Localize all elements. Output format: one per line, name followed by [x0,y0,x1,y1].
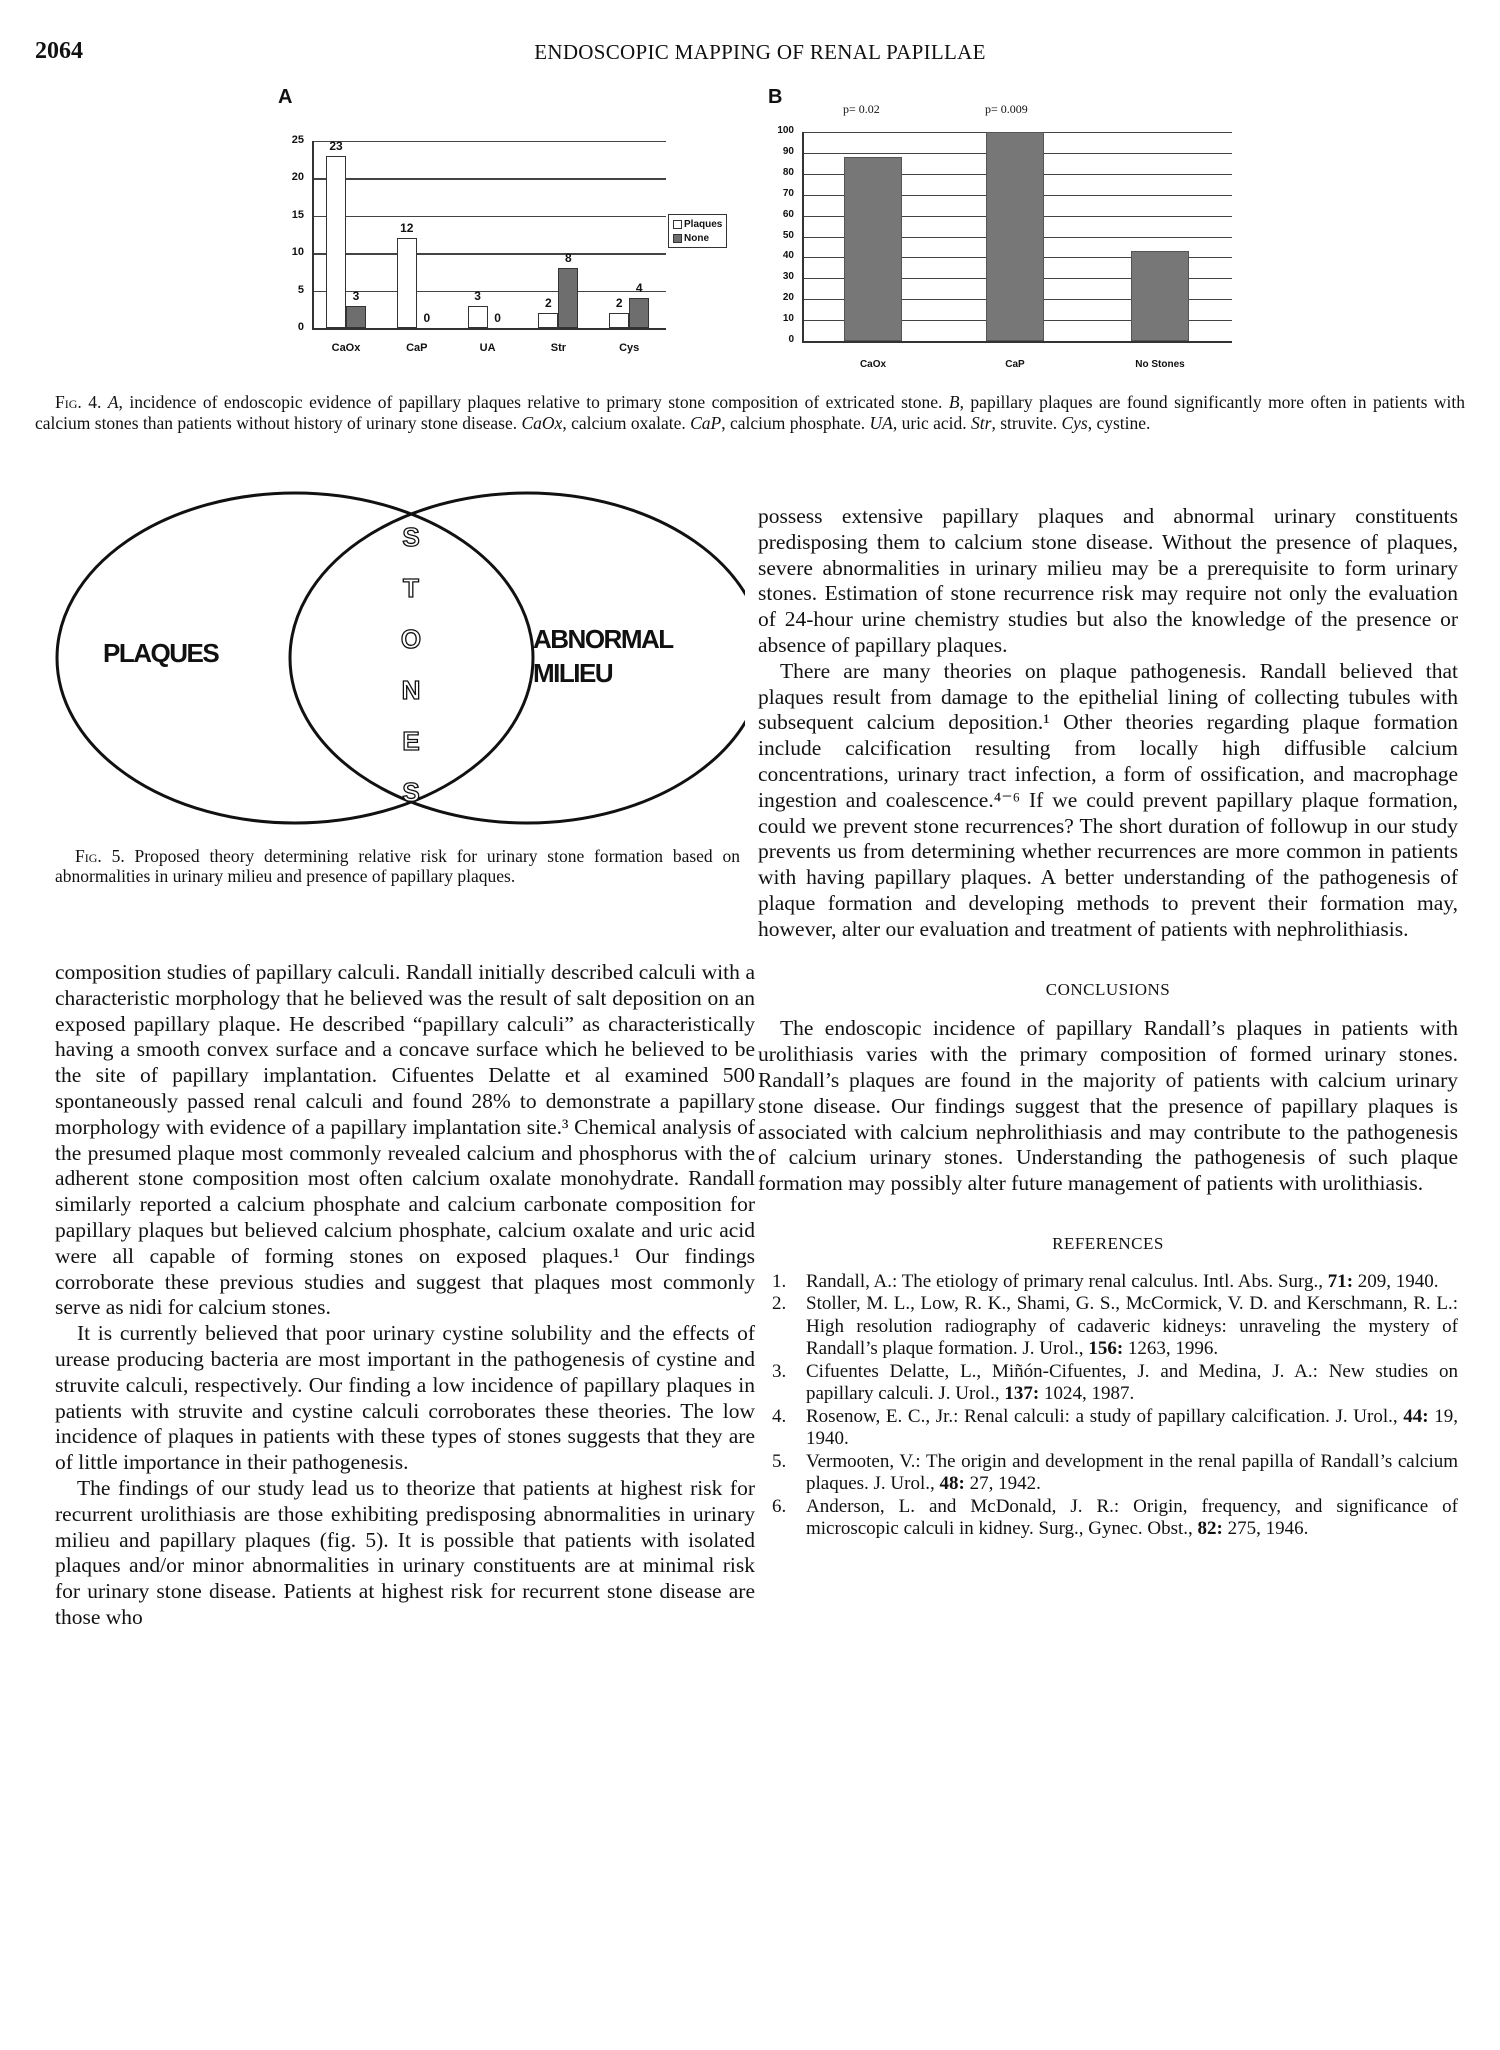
figure-5-caption-text: Proposed theory determining relative risk for urinary stone formation based on abnormalities in urinary milieu and presence of papillary plaques. [55,846,740,886]
caption-text: , uric acid. [892,413,972,433]
y-tick-label: 50 [782,229,794,241]
figure-4b-bar-chart [0,0,1500,380]
x-category-label: UA [479,342,496,354]
y-tick-label: 20 [782,292,794,304]
reference-pages: 275, 1946. [1222,1518,1309,1540]
reference-text: Stoller, M. L., Low, R. K., Shami, G. S., McCormick, V. D. and Kerschmann, R. L.: High resolution radiography of cadaveric kidneys: unraveling the mystery of Randall’s plaque formation. J. Urol., [806,1293,1458,1360]
data-label: 0 [494,311,501,325]
data-label: 8 [565,251,572,265]
reference-pages: 1024, 1987. [1039,1383,1135,1405]
body-paragraph: The findings of our study lead us to theorize that patients at highest risk for recurrent urolithiasis are those exhibiting predisposing abnormalities in urinary milieu and papillary plaques (fig. 5). It is possible that patients with isolated plaques and/or minor abnormalities in urinary constituents are at minimal risk for urinary stone disease. Patients at highest risk for recurrent stone disease are those who [55,1475,755,1629]
caption-text: , calcium oxalate. [562,413,691,433]
conclusions-heading: CONCLUSIONS [1045,979,1171,999]
reference-volume: 48: [939,1473,965,1495]
y-tick-label: 15 [291,208,304,221]
reference-volume: 44: [1403,1405,1429,1427]
reference-text: Cifuentes Delatte, L., Miñón-Cifuentes, J. and Medina, J. A.: New studies on papillary calculi. J. Urol., [806,1360,1458,1405]
figure-4-caption [35,392,1465,434]
stones-letter: O [400,624,422,654]
conclusions-paragraph: The endoscopic incidence of papillary Randall’s plaques in patients with urolithiasis varies with the primary composition of formed urinary stones. Randall’s plaques are found in the majority of patients with calcium urinary stone disease. Our findings suggest that the presence of papillary plaques is associated with calcium nephrolithiasis and may contribute to the pathogenesis of calcium urinary stones. Understanding the pathogenesis of such plaque formation may possibly alter future management of patients with urolithiasis. [758,1016,1458,1196]
caption-abbrev: Str [971,413,992,433]
p-value-annotation: p= 0.02 [843,102,880,116]
reference-volume: 156: [1088,1338,1124,1360]
caption-text: , calcium phosphate. [721,413,870,433]
reference-volume: 82: [1197,1518,1223,1540]
caption-text: , struvite. [991,413,1062,433]
caption-abbrev: CaOx [521,413,563,433]
data-label: 2 [615,296,623,310]
y-tick-label: 0 [788,334,794,345]
reference-pages: 27, 1942. [964,1473,1041,1495]
bar-caox [844,157,902,341]
reference-number: 3. [772,1360,787,1382]
stones-letter: N [401,675,421,705]
y-tick-label: 20 [291,171,304,183]
reference-number: 6. [772,1495,787,1517]
caption-indent [35,392,55,412]
y-tick-label: 100 [777,125,794,136]
reference-number: 1. [772,1270,787,1292]
reference-number: 4. [772,1405,787,1427]
caption-abbrev: B [948,392,960,412]
reference-pages: 209, 1940. [1353,1270,1439,1292]
left-column-body [55,960,755,1631]
p-value-annotation: p= 0.009 [985,102,1028,116]
body-paragraph: possess extensive papillary plaques and abnormal urinary constituents predisposing them to calcium stone disease. Without the presence of plaques, severe abnormalities in urinary milieu may be a prerequisite to form urinary stones. Estimation of stone recurrence risk may require not only the evaluation of 24-hour urine chemistry studies but also the knowledge of the presence or absence of papillary plaques. [758,504,1458,657]
reference-number: 2. [772,1293,787,1315]
references-list [758,1271,1458,1541]
stones-letter: E [402,726,420,756]
page-number: 2064 [35,38,83,64]
caption-abbrev: UA [869,413,893,433]
panel-label-b: B [768,86,783,108]
y-axis [802,132,804,341]
reference-text: Rosenow, E. C., Jr.: Renal calculi: a study of papillary calcification. J. Urol., [806,1405,1404,1427]
x-category-label: CaP [1005,359,1025,370]
data-label: 0 [423,311,431,325]
stones-letter: S [402,522,420,552]
reference-pages: 19, 1940. [806,1405,1458,1450]
right-column-body [758,504,1458,1541]
venn-label-abnormal: ABNORMAL [533,624,673,654]
x-category-label: CaOx [331,342,361,354]
body-paragraph: It is currently believed that poor urinary cystine solubility and the effects of urease producing bacteria are most important in the pathogenesis of cystine and struvite calculi, respectively. Our finding a low incidence of papillary plaques in patients with struvite and cystine calculi corroborates these theories. The low incidence of plaques in patients with these types of stones suggests that they are of little importance in their pathogenesis. [55,1321,755,1475]
y-tick-label: 70 [782,187,794,199]
reference-item [758,1361,1458,1406]
x-category-label: CaP [406,342,428,354]
figure-5-venn-diagram [55,490,745,830]
reference-volume: 71: [1327,1270,1354,1292]
y-tick-label: 40 [782,250,794,262]
reference-item [758,1406,1458,1451]
y-tick-label: 80 [782,166,794,178]
caption-abbrev: A [107,392,119,412]
stones-letter: T [403,573,419,603]
figure-5-label: Fig. 5. [75,846,125,866]
y-tick-label: 60 [782,208,794,220]
caption-abbrev: Cys [1061,413,1088,433]
references-heading: REFERENCES [1052,1233,1164,1253]
legend-label: None [684,232,709,244]
caption-text: , papillary plaques are found significantly more often in patients with calcium stones than patients without history of urinary stone disease. [35,392,1465,433]
x-category-label: Cys [619,342,640,354]
data-label: 3 [352,288,360,303]
x-category-label: CaOx [859,359,887,370]
bar-cap [986,132,1044,341]
reference-text: Vermooten, V.: The origin and development in the renal papilla of Randall’s calcium plaques. J. Urol., [806,1450,1458,1495]
venn-label-milieu: MILIEU [533,658,613,688]
data-label: 23 [329,138,343,153]
reference-number: 5. [772,1450,787,1472]
y-tick-label: 30 [782,271,794,283]
venn-label-plaques: PLAQUES [103,638,219,668]
reference-item [758,1451,1458,1496]
running-title: ENDOSCOPIC MAPPING OF RENAL PAPILLAE [534,40,986,64]
y-tick-label: 90 [782,145,794,157]
reference-item [758,1496,1458,1541]
reference-item [758,1271,1458,1294]
caption-abbrev: CaP [690,413,722,433]
x-category-label: No Stones [1135,359,1185,370]
panel-label-a: A [278,86,293,108]
x-axis [802,341,1232,343]
figure-5-caption [55,846,740,886]
reference-item [758,1293,1458,1361]
body-paragraph: composition studies of papillary calculi. Randall initially described calculi with a characteristic morphology that he believed was the result of salt deposition on an exposed papillary plaque. He described “papillary calculi” as characteristically having a smooth convex surface and a concave surface which he believed to be the site of papillary implantation. Cifuentes Delatte et al examined 500 spontaneously passed renal calculi and found 28% to demonstrate a papillary morphology with evidence of a papillary implantation site.³ Chemical analysis of the presumed plaque most commonly revealed calcium and phosphorus with the adherent stone composition most often calcium oxalate monohydrate. Randall similarly reported a calcium phosphate and calcium carbonate composition for papillary plaques but believed calcium phosphate, calcium oxalate and uric acid were all capable of forming stones on exposed plaques.¹ Our findings corroborate these previous studies and suggest that plaques most commonly serve as nidi for calcium stones. [55,960,755,1320]
y-tick-label: 10 [291,246,304,258]
x-category-label: Str [550,342,567,354]
data-label: 2 [545,296,552,310]
stones-letter: S [402,777,420,807]
reference-text: Anderson, L. and McDonald, J. R.: Origin, frequency, and significance of microscopic calculi in kidney. Surg., Gynec. Obst., [806,1495,1458,1540]
bar-no-stones [1131,251,1189,341]
data-label: 4 [635,281,643,295]
data-label: 12 [400,221,414,235]
legend-label: Plaques [684,218,723,230]
caption-text: , cystine. [1087,413,1151,433]
y-tick-label: 5 [297,283,304,296]
figure-4-label: Fig. 4. [55,392,102,412]
reference-text: Randall, A.: The etiology of primary renal calculus. Intl. Abs. Surg., [806,1270,1328,1292]
body-paragraph: There are many theories on plaque pathogenesis. Randall believed that plaques result from damage to the epithelial lining of collecting tubules with subsequent calcium deposition.¹ Other theories regarding plaque formation include calcification resulting from locally high diffusible calcium concentrations, urinary tract infection, a form of ossification, and macrophage ingestion and coalescence.⁴⁻⁶ If we could prevent papillary plaque formation, could we prevent stone recurrences? The short duration of followup in our study prevents us from determining whether recurrences are more common in patients with having papillary plaques. A better understanding of the pathogenesis of plaque formation and developing methods to prevent their formation may, however, alter our evaluation and treatment of patients with nephrolithiasis. [758,658,1458,941]
y-tick-label: 10 [782,313,794,325]
data-label: 3 [474,288,481,303]
y-tick-label: 25 [291,133,304,146]
reference-volume: 137: [1004,1383,1040,1405]
caption-text: , incidence of endoscopic evidence of papillary plaques relative to primary stone composition of extricated stone. [118,392,949,412]
reference-pages: 1263, 1996. [1123,1338,1219,1360]
y-tick-label: 0 [297,321,304,333]
